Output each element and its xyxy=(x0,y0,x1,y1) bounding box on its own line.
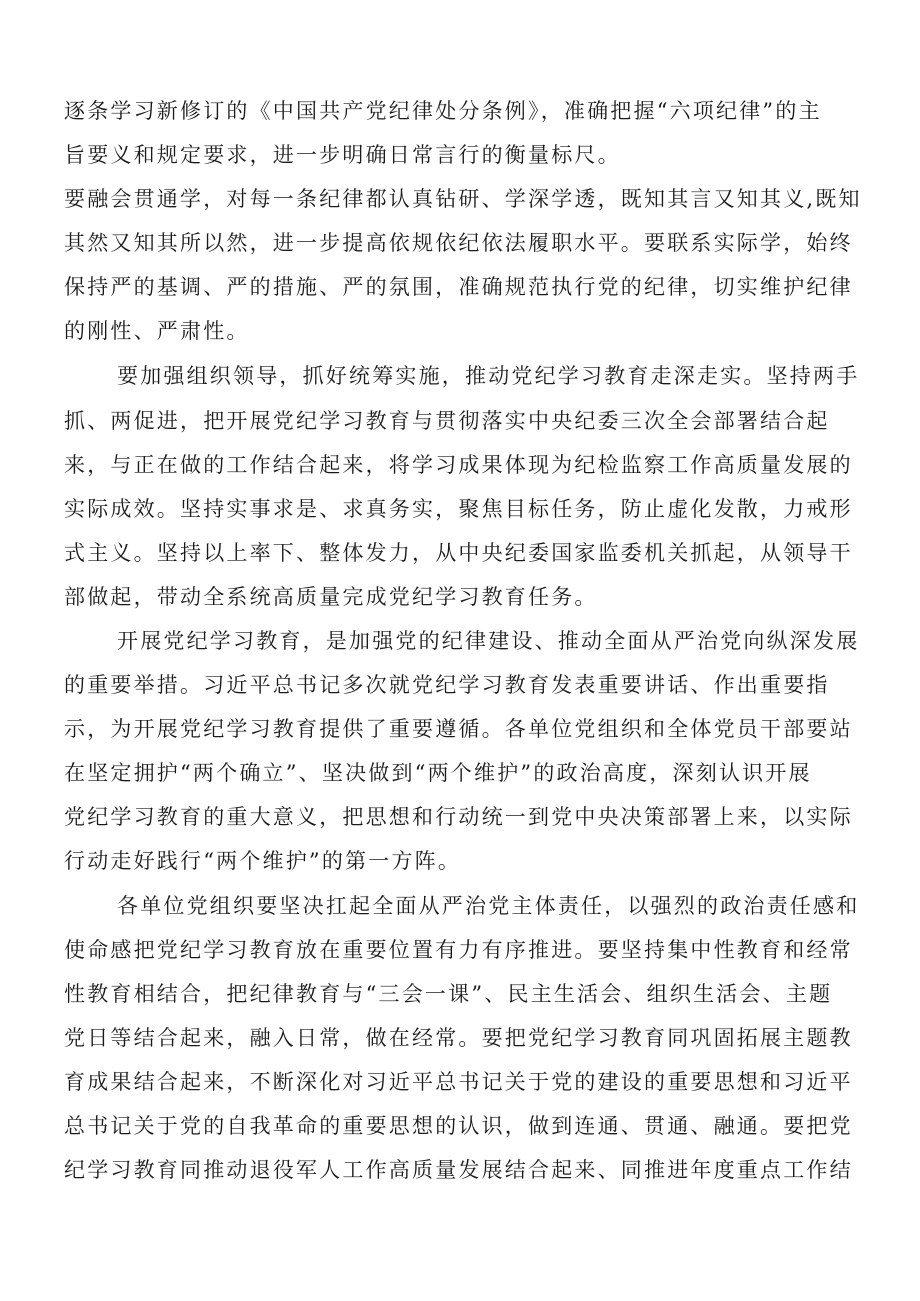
text-line: 要融会贯通学，对每一条纪律都认真钻研、学深学透，既知其言又知其义,既知 xyxy=(64,187,862,211)
text-line: 党纪学习教育的重大意义，把思想和行动统一到党中央决策部署上来，以实际 xyxy=(64,805,853,829)
text-line: 保持严的基调、严的措施、严的氛围，准确规范执行党的纪律，切实维护纪律 xyxy=(64,275,853,299)
text-line: 来，与正在做的工作结合起来，将学习成果体现为纪检监察工作高质量发展的 xyxy=(64,453,853,477)
text-line: 纪学习教育同推动退役军人工作高质量发展结合起来、同推进年度重点工作结 xyxy=(64,1158,853,1182)
text-line: 的刚性、严肃性。 xyxy=(64,319,250,343)
text-line: 使命感把党纪学习教育放在重要位置有力有序推进。要坚持集中性教育和经常 xyxy=(64,938,853,962)
text-line: 性教育相结合，把纪律教育与“三会一课”、民主生活会、组织生活会、主题 xyxy=(64,982,833,1006)
text-line: 抓、两促进，把开展党纪学习教育与贯彻落实中央纪委三次全会部署结合起 xyxy=(64,409,830,433)
text-line: 示，为开展党纪学习教育提供了重要遵循。各单位党组织和全体党员干部要站 xyxy=(64,717,853,741)
text-line: 逐条学习新修订的《中国共产党纪律处分条例》，准确把握“六项纪律”的主 xyxy=(64,99,822,123)
paragraph-first-line: 开展党纪学习教育，是加强党的纪律建设、推动全面从严治党向纵深发展 xyxy=(117,629,860,653)
paragraph-first-line: 要加强组织领导，抓好统筹实施，推动党纪学习教育走深走实。坚持两手 xyxy=(117,364,860,388)
text-line: 行动走好践行“两个维护”的第一方阵。 xyxy=(64,849,462,873)
text-line: 其然又知其所以然，进一步提高依规依纪依法履职水平。要联系实际学，始终 xyxy=(64,231,853,255)
text-line: 实际成效。坚持实事求是、求真务实，聚焦目标任务，防止虚化发散，力戒形 xyxy=(64,497,853,521)
text-line: 在坚定拥护“两个确立”、坚决做到“两个维护”的政治高度，深刻认识开展 xyxy=(64,761,812,785)
text-line: 的重要举措。习近平总书记多次就党纪学习教育发表重要讲话、作出重要指 xyxy=(64,673,830,697)
text-line: 总书记关于党的自我革命的重要思想的认识，做到连通、贯通、融通。要把党 xyxy=(64,1114,853,1138)
text-line: 旨要义和规定要求，进一步明确日常言行的衡量标尺。 xyxy=(64,143,621,167)
paragraph-first-line: 各单位党组织要坚决扛起全面从严治党主体责任，以强烈的政治责任感和 xyxy=(117,894,860,918)
text-line: 育成果结合起来，不断深化对习近平总书记关于党的建设的重要思想和习近平 xyxy=(64,1070,853,1094)
text-line: 党日等结合起来，融入日常，做在经常。要把党纪学习教育同巩固拓展主题教 xyxy=(64,1026,853,1050)
text-line: 部做起，带动全系统高质量完成党纪学习教育任务。 xyxy=(64,585,598,609)
text-line: 式主义。坚持以上率下、整体发力，从中央纪委国家监委机关抓起，从领导干 xyxy=(64,541,853,565)
